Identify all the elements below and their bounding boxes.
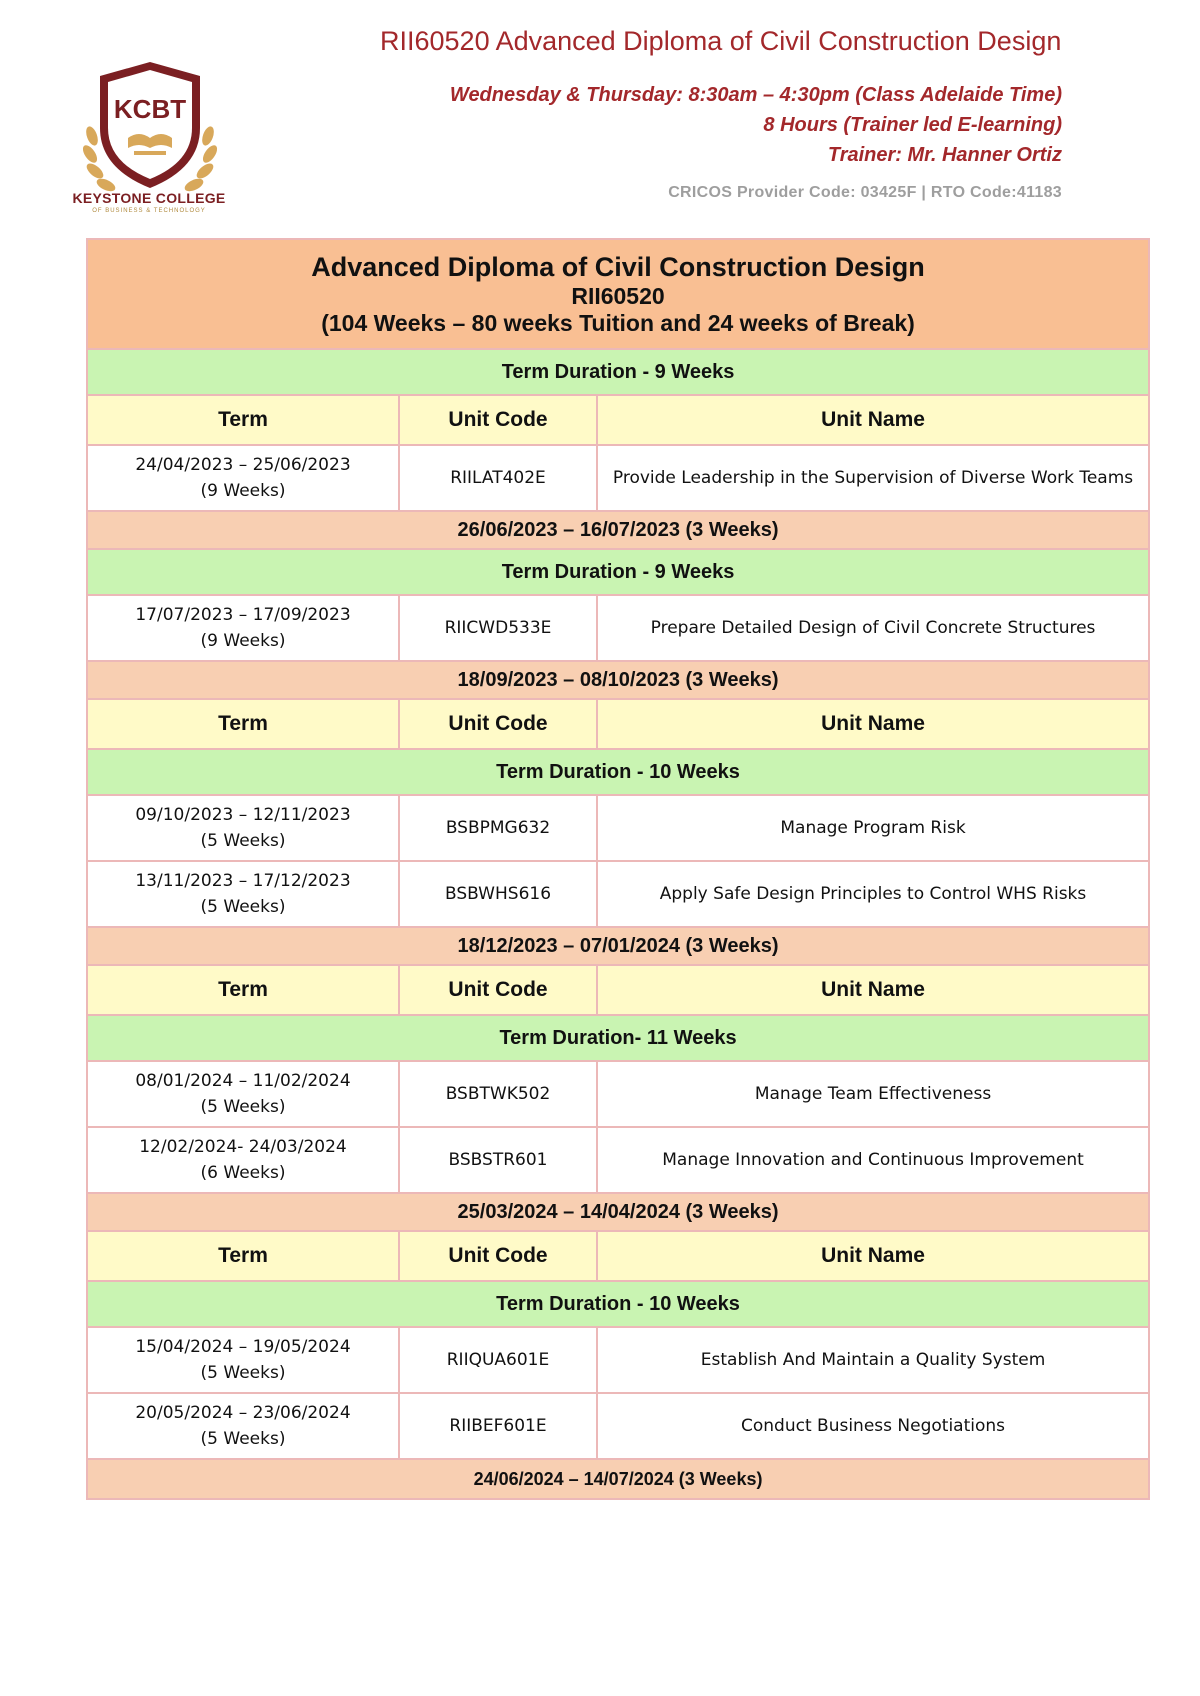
break-row: 18/09/2023 – 08/10/2023 (3 Weeks): [87, 661, 1149, 699]
table-row: [87, 795, 1149, 861]
trainer-name: Trainer: Mr. Hanner Ortiz: [827, 144, 1062, 166]
term-dates-cell: 20/05/2024 – 23/06/2024 (5 Weeks): [87, 1393, 399, 1459]
term-dates-cell: 13/11/2023 – 17/12/2023 (5 Weeks): [87, 861, 399, 927]
logo-letters: KCBT: [113, 94, 187, 124]
unit-name-cell: Manage Team Effectiveness: [597, 1061, 1149, 1127]
term-duration-row: Term Duration - 9 Weeks: [87, 349, 1149, 395]
unit-code-cell: RIILAT402E: [399, 445, 597, 511]
table-row: [87, 445, 1149, 511]
course-title: RII60520 Advanced Diploma of Civil Construction Design: [380, 26, 1062, 56]
col-header-term: Term: [87, 395, 399, 445]
term-dates-cell: 12/02/2024- 24/03/2024 (6 Weeks): [87, 1127, 399, 1193]
unit-name-cell: Establish And Maintain a Quality System: [597, 1327, 1149, 1393]
column-header-row: [87, 965, 1149, 1015]
col-header-unit-name: Unit Name: [597, 965, 1149, 1015]
term-dates-cell: 24/04/2023 – 25/06/2023 (9 Weeks): [87, 445, 399, 511]
col-header-term: Term: [87, 1231, 399, 1281]
column-header-row: [87, 1231, 1149, 1281]
break-row: 18/12/2023 – 07/01/2024 (3 Weeks): [87, 927, 1149, 965]
unit-name-cell: Manage Program Risk: [597, 795, 1149, 861]
table-summary: (104 Weeks – 80 weeks Tuition and 24 weeks of Break): [321, 309, 915, 336]
col-header-term: Term: [87, 965, 399, 1015]
column-header-row: [87, 395, 1149, 445]
col-header-unit-name: Unit Name: [597, 699, 1149, 749]
col-header-unit-code: Unit Code: [399, 699, 597, 749]
col-header-unit-name: Unit Name: [597, 395, 1149, 445]
table-row: [87, 861, 1149, 927]
unit-code-cell: BSBSTR601: [399, 1127, 597, 1193]
unit-name-cell: Conduct Business Negotiations: [597, 1393, 1149, 1459]
col-header-unit-name: Unit Name: [597, 1231, 1149, 1281]
schedule-table: [86, 238, 1150, 1500]
table-title: Advanced Diploma of Civil Construction Design: [311, 251, 925, 282]
table-row: [87, 1127, 1149, 1193]
table-row: [87, 1327, 1149, 1393]
break-row: 24/06/2024 – 14/07/2024 (3 Weeks): [87, 1459, 1149, 1499]
col-header-unit-code: Unit Code: [399, 965, 597, 1015]
col-header-term: Term: [87, 699, 399, 749]
unit-code-cell: RIIQUA601E: [399, 1327, 597, 1393]
unit-name-cell: Provide Leadership in the Supervision of Diverse Work Teams: [597, 445, 1149, 511]
logo-name: KEYSTONE COLLEGE: [72, 190, 226, 206]
logo-tagline: OF BUSINESS & TECHNOLOGY: [92, 208, 206, 214]
col-header-unit-code: Unit Code: [399, 395, 597, 445]
unit-code-cell: RIIBEF601E: [399, 1393, 597, 1459]
unit-code-cell: BSBWHS616: [399, 861, 597, 927]
class-schedule: Wednesday & Thursday: 8:30am – 4:30pm (Class Adelaide Time): [449, 84, 1062, 106]
table-row: [87, 595, 1149, 661]
unit-code-cell: BSBTWK502: [399, 1061, 597, 1127]
term-duration-row: Term Duration - 9 Weeks: [87, 549, 1149, 595]
table-row: [87, 1061, 1149, 1127]
term-duration-row: Term Duration- 11 Weeks: [87, 1015, 1149, 1061]
table-row: [87, 1393, 1149, 1459]
col-header-unit-code: Unit Code: [399, 1231, 597, 1281]
unit-code-cell: RIICWD533E: [399, 595, 597, 661]
break-row: 26/06/2023 – 16/07/2023 (3 Weeks): [87, 511, 1149, 549]
provider-codes: CRICOS Provider Code: 03425F | RTO Code:41183: [668, 184, 1062, 201]
unit-name-cell: Apply Safe Design Principles to Control WHS Risks: [597, 861, 1149, 927]
column-header-row: [87, 699, 1149, 749]
class-hours: 8 Hours (Trainer led E-learning): [763, 114, 1062, 136]
term-dates-cell: 08/01/2024 – 11/02/2024 (5 Weeks): [87, 1061, 399, 1127]
term-dates-cell: 15/04/2024 – 19/05/2024 (5 Weeks): [87, 1327, 399, 1393]
table-course-code: RII60520: [571, 282, 665, 309]
term-duration-row: Term Duration - 10 Weeks: [87, 749, 1149, 795]
term-dates-cell: 09/10/2023 – 12/11/2023 (5 Weeks): [87, 795, 399, 861]
unit-name-cell: Manage Innovation and Continuous Improvement: [597, 1127, 1149, 1193]
unit-name-cell: Prepare Detailed Design of Civil Concrete Structures: [597, 595, 1149, 661]
table-title-row: [87, 239, 1149, 349]
break-row: 25/03/2024 – 14/04/2024 (3 Weeks): [87, 1193, 1149, 1231]
unit-code-cell: BSBPMG632: [399, 795, 597, 861]
term-dates-cell: 17/07/2023 – 17/09/2023 (9 Weeks): [87, 595, 399, 661]
term-duration-row: Term Duration - 10 Weeks: [87, 1281, 1149, 1327]
